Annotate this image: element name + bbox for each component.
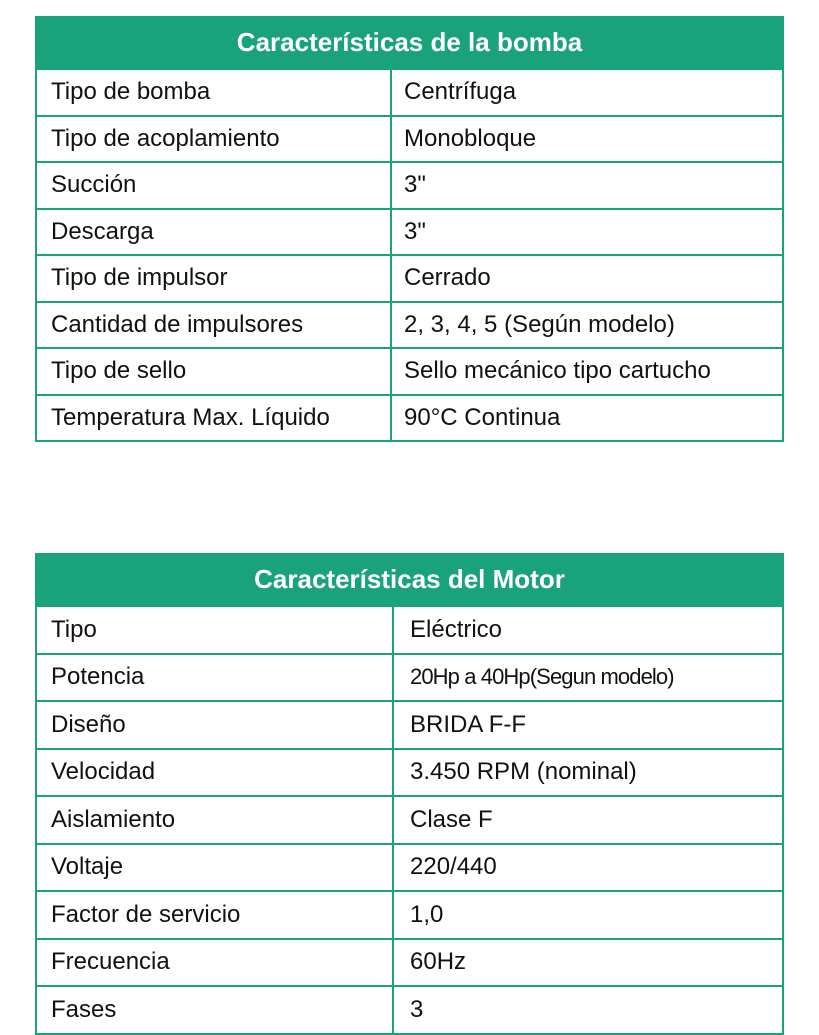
row-value: Centrífuga xyxy=(404,78,517,106)
row-value: 1,0 xyxy=(410,900,444,928)
row-label: Temperatura Max. Líquido xyxy=(37,396,392,441)
row-label: Tipo de bomba xyxy=(37,70,392,115)
row-value: 3" xyxy=(404,171,426,199)
row-label: Velocidad xyxy=(37,750,394,796)
table-row xyxy=(37,394,782,441)
pump-table-title: Características de la bomba xyxy=(37,18,782,68)
row-value: 3.450 RPM (nominal) xyxy=(410,758,637,786)
row-value: Cerrado xyxy=(404,264,491,292)
table-row xyxy=(37,700,782,748)
row-label: Tipo de sello xyxy=(37,349,392,394)
row-label: Fases xyxy=(37,987,394,1033)
table-row xyxy=(37,653,782,701)
row-value: Clase F xyxy=(410,805,493,833)
row-label: Descarga xyxy=(37,210,392,255)
table-row xyxy=(37,115,782,162)
row-label: Cantidad de impulsores xyxy=(37,303,392,348)
row-label: Aislamiento xyxy=(37,797,394,843)
row-value: 20Hp a 40Hp(Segun modelo) xyxy=(410,664,674,690)
table-row xyxy=(37,890,782,938)
row-label: Tipo de acoplamiento xyxy=(37,117,392,162)
row-label: Tipo de impulsor xyxy=(37,256,392,301)
table-row xyxy=(37,208,782,255)
table-row xyxy=(37,938,782,986)
table-row xyxy=(37,985,782,1033)
row-label: Voltaje xyxy=(37,845,394,891)
row-label: Factor de servicio xyxy=(37,892,394,938)
motor-characteristics-table xyxy=(35,553,784,1035)
table-row xyxy=(37,161,782,208)
row-value: Monobloque xyxy=(404,124,537,152)
row-label: Diseño xyxy=(37,702,394,748)
row-label: Potencia xyxy=(37,655,394,701)
row-label: Succión xyxy=(37,163,392,208)
table-row xyxy=(37,347,782,394)
row-value: 60Hz xyxy=(410,948,467,976)
row-value: 220/440 xyxy=(410,853,497,881)
table-row xyxy=(37,605,782,653)
table-row xyxy=(37,254,782,301)
motor-table-title: Características del Motor xyxy=(37,555,782,605)
table-row xyxy=(37,301,782,348)
row-value: Eléctrico xyxy=(410,615,503,643)
table-row xyxy=(37,795,782,843)
row-value: 3" xyxy=(404,217,426,245)
row-label: Frecuencia xyxy=(37,940,394,986)
table-row xyxy=(37,748,782,796)
table-row xyxy=(37,68,782,115)
row-value: 2, 3, 4, 5 (Según modelo) xyxy=(404,310,675,338)
row-value: Sello mecánico tipo cartucho xyxy=(404,357,711,385)
row-value: 3 xyxy=(410,995,424,1023)
table-row xyxy=(37,843,782,891)
pump-characteristics-table xyxy=(35,16,784,442)
row-value: BRIDA F-F xyxy=(410,710,527,738)
row-value: 90°C Continua xyxy=(404,403,561,431)
row-label: Tipo xyxy=(37,607,394,653)
